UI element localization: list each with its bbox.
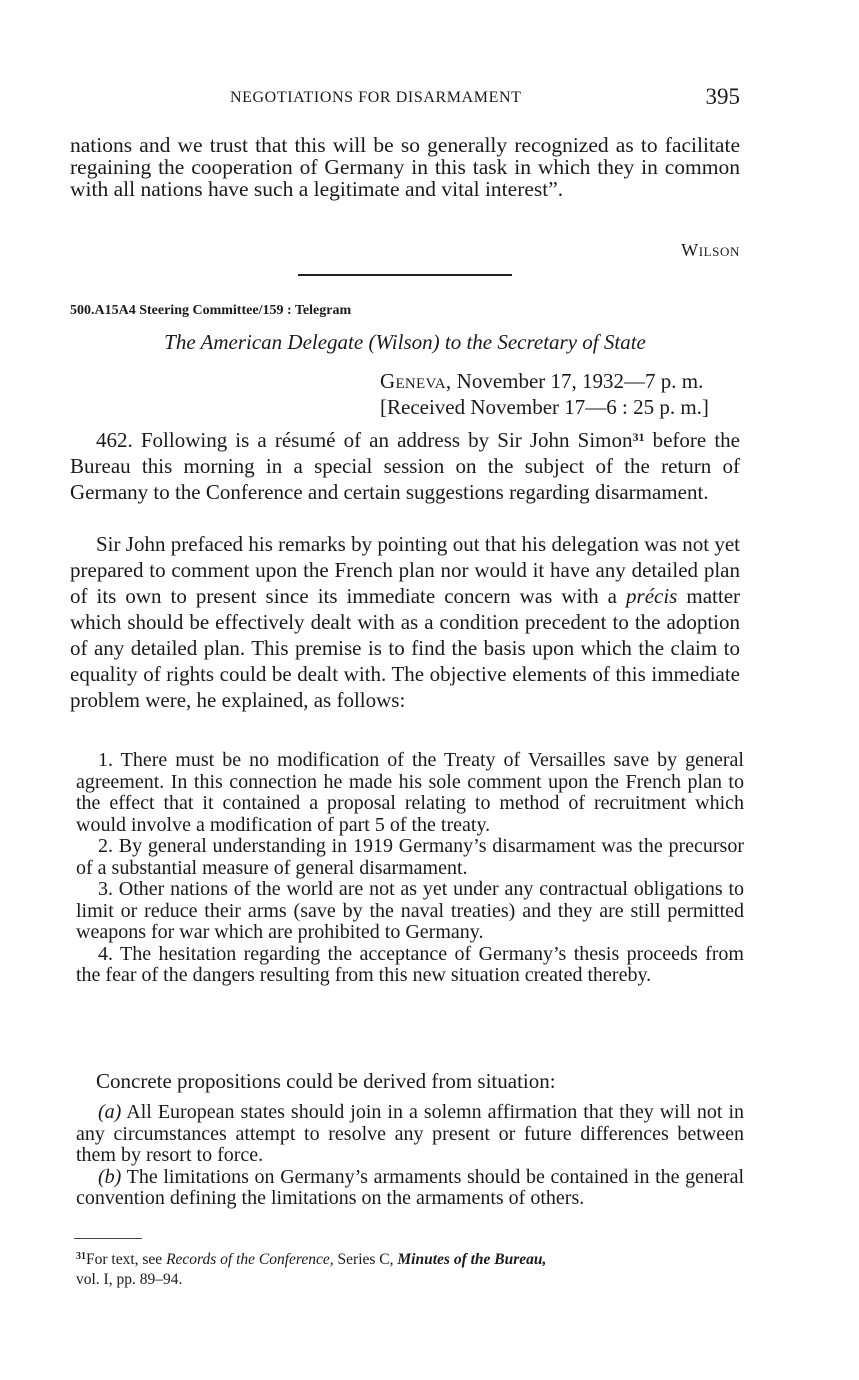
para1-text: 462. Following is a résumé of an address by Sir John Simon [96, 428, 633, 452]
numbered-points [76, 750, 744, 987]
proposition-text: All European states should join in a solemn affirmation that they will not in any circumstances attempt to resolve any present or future differences between them by resort to force. [76, 1101, 744, 1166]
footnote-title: Minutes of the Bureau, [397, 1251, 547, 1268]
document-title: The American Delegate (Wilson) to the Secretary of State [164, 330, 646, 354]
dateline-place-date [380, 368, 740, 394]
body-paragraph-1 [70, 427, 740, 505]
footnote-prefix: For text, see [86, 1251, 163, 1268]
running-head: NEGOTIATIONS FOR DISARMAMENT [230, 89, 522, 106]
body-paragraph-3: Concrete propositions could be derived from situation: [96, 1069, 556, 1093]
propositions [76, 1102, 744, 1210]
para2-text-cont: matter which should be effectively dealt with as a condition precedent to the adoption of any detailed plan. This premise is to find the basis upon which the claim to equality of rights could be dealt with. The objective elements of this immediate problem were, he explained, as follows: [70, 584, 741, 712]
page-header [70, 84, 740, 112]
point-item: 3. Other nations of the world are not as yet under any contractual obligations to limit or reduce their arms (save by the naval treaties) and they are still permitted weapons for war which are prohibited to Germany. [76, 878, 744, 943]
dateline [380, 368, 740, 420]
proposition-item [76, 1102, 744, 1167]
footnote-mark: 31 [76, 1251, 86, 1262]
point-item: 2. By general understanding in 1919 Germany’s disarmament was the precursor of a substantial measure of general disarmament. [76, 835, 744, 879]
dateline-received: [Received November 17—6 : 25 p. m.] [380, 395, 709, 419]
para2-italic-term: précis [626, 584, 678, 608]
point-item: 4. The hesitation regarding the acceptance of Germany’s thesis proceeds from the fear of the dangers resulting from this new situation created thereby. [76, 942, 744, 986]
proposition-letter: (b) [98, 1165, 122, 1188]
file-reference: 500.A15A4 Steering Committee/159 : Telegram [70, 303, 352, 318]
body-paragraph-2 [70, 531, 740, 713]
footnote-series: Series C, [337, 1251, 394, 1268]
footnote-ref: 31 [632, 430, 645, 444]
continuation-paragraph: nations and we trust that this will be so generally recognized as to facilitate regaining the cooperation of Germany in this task in which they in common with all nations have such a legitimate and vital interest”. [70, 133, 740, 201]
footnote-pages: vol. I, pp. 89–94. [76, 1271, 183, 1288]
dateline-date: November 17, 1932—7 p. m. [456, 369, 704, 393]
signature: Wilson [681, 240, 740, 260]
proposition-letter: (a) [98, 1101, 122, 1123]
footnote [76, 1247, 746, 1290]
proposition-item [76, 1167, 744, 1210]
dateline-place: Geneva, [380, 369, 452, 393]
para2-text: Sir John prefaced his remarks by pointing out that his delegation was not yet prepared to comment upon the French plan nor would it have any detailed plan of its own to present since its immediate concern was with a [70, 532, 740, 608]
para1-text-cont: before the Bureau this morning in a special session on the subject of the return of Germany to the Conference and certain suggestions regarding disarmament. [70, 428, 740, 504]
proposition-text: The limitations on Germany’s armaments should be contained in the general convention defining the limitations on the armaments of others. [76, 1165, 745, 1209]
footnote-source: Records of the Conference, [166, 1251, 334, 1268]
section-divider [298, 274, 512, 276]
footnote-rule [74, 1238, 142, 1239]
page-number: 395 [705, 84, 740, 109]
point-item: 1. There must be no modification of the Treaty of Versailles save by general agreement. In this connection he made his sole comment upon the French plan to the effect that it contained a proposal relating to method of recruitment which would involve a modification of part 5 of the treaty. [76, 749, 744, 836]
